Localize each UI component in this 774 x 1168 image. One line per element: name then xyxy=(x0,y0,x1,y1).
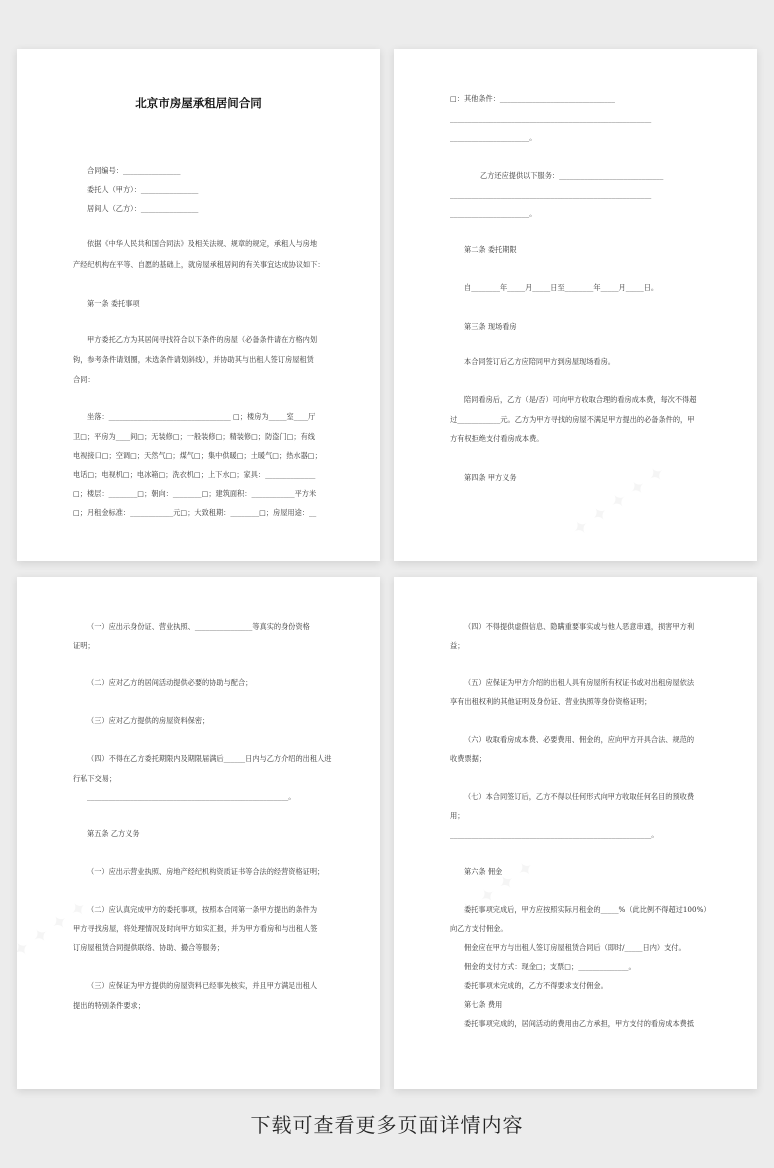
text-line: 方有权拒绝支付看房成本费。 xyxy=(450,434,544,443)
section-heading: 第四条 甲方义务 xyxy=(464,473,517,482)
section-heading: 第二条 委托期限 xyxy=(464,245,517,254)
text-line: 委托人（甲方）：________________ xyxy=(87,185,199,194)
text-line: 益； xyxy=(450,641,465,650)
text-line: 合同： xyxy=(73,375,95,384)
text-line: 电话□；电视机□；电冰箱□；洗衣机□；上下水□；家具：______________ xyxy=(73,470,316,479)
text-line: 依据《中华人民共和国合同法》及相关法规、规章的规定，承租人与房地 xyxy=(87,239,318,248)
text-line: 委托事项完成的，居间活动的费用由乙方承担，甲方支付的看房成本费抵 xyxy=(464,1019,695,1028)
text-line: （二）应对乙方的居间活动提供必要的协助与配合； xyxy=(87,678,253,687)
section-heading: 第三条 现场看房 xyxy=(464,322,517,331)
text-line: 乙方还应提供以下服务：_____________________________ xyxy=(480,171,664,180)
section-heading: 第七条 费用 xyxy=(464,1000,503,1009)
text-line: 甲方委托乙方为其居间寻找符合以下条件的房屋（必备条件请在方格内划 xyxy=(87,335,318,344)
section-heading: 第五条 乙方义务 xyxy=(87,829,140,838)
text-line: 自________年_____月_____日至________年_____月_____日。 xyxy=(464,283,659,292)
text-line: 享有出租权利的其他证明及身份证、营业执照等身份资格证明； xyxy=(450,697,652,706)
text-line: （四）不得在乙方委托期限内及期限届满后______日内与乙方介绍的出租人进 xyxy=(87,754,332,763)
text-line: ______________________。 xyxy=(450,209,537,218)
text-line: □：其他条件：________________________________ xyxy=(450,94,615,103)
text-line: （五）应保证为甲方介绍的出租人具有房屋所有权证书或对出租房屋依法 xyxy=(464,678,695,687)
text-line: 甲方寻找房屋，将处理情况及时向甲方如实汇报，并为甲方看房和与出租人签 xyxy=(73,924,318,933)
text-line: ________________________________________________________ xyxy=(450,190,652,199)
text-line: □；月租金标准：____________元□；大致租期：________□；房屋用途：__ xyxy=(73,508,317,517)
text-line: （七）本合同签订后，乙方不得以任何形式向甲方收取任何名目的预收费 xyxy=(464,792,695,801)
section-heading: 第一条 委托事项 xyxy=(87,299,140,308)
text-line: 佣金应在甲方与出租人签订房屋租赁合同后（即时/_____日内）支付。 xyxy=(464,943,686,952)
text-line: 电视接口□；空调□；天然气□；煤气□；集中供暖□；土暖气□；热水器□； xyxy=(73,451,322,460)
text-line: 本合同签订后乙方应陪同甲方到房屋现场看房。 xyxy=(464,357,615,366)
contract-title: 北京市房屋承租居间合同 xyxy=(135,96,262,110)
watermark xyxy=(567,460,670,542)
document-page-3 xyxy=(17,577,380,1089)
text-line: 用； xyxy=(450,811,465,820)
text-line: （四）不得提供虚假信息、隐瞒重要事实或与他人恶意串通，损害甲方利 xyxy=(464,622,695,631)
text-line: 陪同看房后，乙方（是/否）可向甲方收取合理的看房成本费，每次不得超 xyxy=(464,395,697,404)
text-line: 委托事项未完成的，乙方不得要求支付佣金。 xyxy=(464,981,608,990)
text-line: ________________________________________________________。 xyxy=(87,792,296,801)
text-line: （一）应出示身份证、营业执照、________________等真实的身份资格 xyxy=(87,622,310,631)
text-line: （三）应对乙方提供的房屋资料保密； xyxy=(87,716,210,725)
document-page-4 xyxy=(394,577,757,1089)
text-line: 收费票据； xyxy=(450,754,486,763)
text-line: 过____________元。乙方为甲方寻找的房屋不满足甲方提出的必备条件的，甲 xyxy=(450,415,695,424)
text-line: （六）收取看房成本费、必要费用、佣金的，应向甲方开具合法、规范的 xyxy=(464,735,695,744)
download-more-caption: 下载可查看更多页面详情内容 xyxy=(250,1113,524,1137)
text-line: ________________________________________________________ xyxy=(450,114,652,123)
text-line: 订房屋租赁合同提供联络、协助、撮合等服务； xyxy=(73,943,224,952)
text-line: 卫□；平房为____间□；无装修□；一般装修□；精装修□；防盗门□；有线 xyxy=(73,432,315,441)
document-page-2 xyxy=(394,49,757,561)
text-line: 钩，参考条件请划圈，未选条件请划斜线），并协助其与出租人签订房屋租赁 xyxy=(73,355,314,364)
document-page-1 xyxy=(17,49,380,561)
text-line: 提出的特别条件要求； xyxy=(73,1001,145,1010)
text-line: 证明； xyxy=(73,641,95,650)
text-line: □；楼层：________□；朝向：________□；建筑面积：____________平方米 xyxy=(73,489,317,498)
text-line: （三）应保证为甲方提供的房屋资料已经事先核实，并且甲方满足出租人 xyxy=(87,981,318,990)
text-line: 居间人（乙方）：________________ xyxy=(87,204,199,213)
text-line: 向乙方支付佣金。 xyxy=(450,924,508,933)
text-line: ________________________________________________________。 xyxy=(450,830,659,839)
section-heading: 第六条 佣金 xyxy=(464,867,503,876)
text-line: 坐落：__________________________________ □；楼房为_____室____厅 xyxy=(87,412,316,421)
text-line: 行私下交易； xyxy=(73,774,117,783)
text-line: 产经纪机构在平等、自愿的基础上，就房屋承租居间的有关事宜达成协议如下： xyxy=(73,260,325,269)
text-line: 委托事项完成后，甲方应按照实际月租金的_____%（此比例不得超过100%） xyxy=(464,905,711,914)
text-line: （二）应认真完成甲方的委托事项，按照本合同第一条甲方提出的条件为 xyxy=(87,905,318,914)
text-line: （一）应出示营业执照、房地产经纪机构资质证书等合法的经营资格证明； xyxy=(87,867,325,876)
text-line: ______________________。 xyxy=(450,133,537,142)
text-line: 佣金的支付方式：现金□；支票□；______________。 xyxy=(464,962,636,971)
text-line: 合同编号：________________ xyxy=(87,166,181,175)
